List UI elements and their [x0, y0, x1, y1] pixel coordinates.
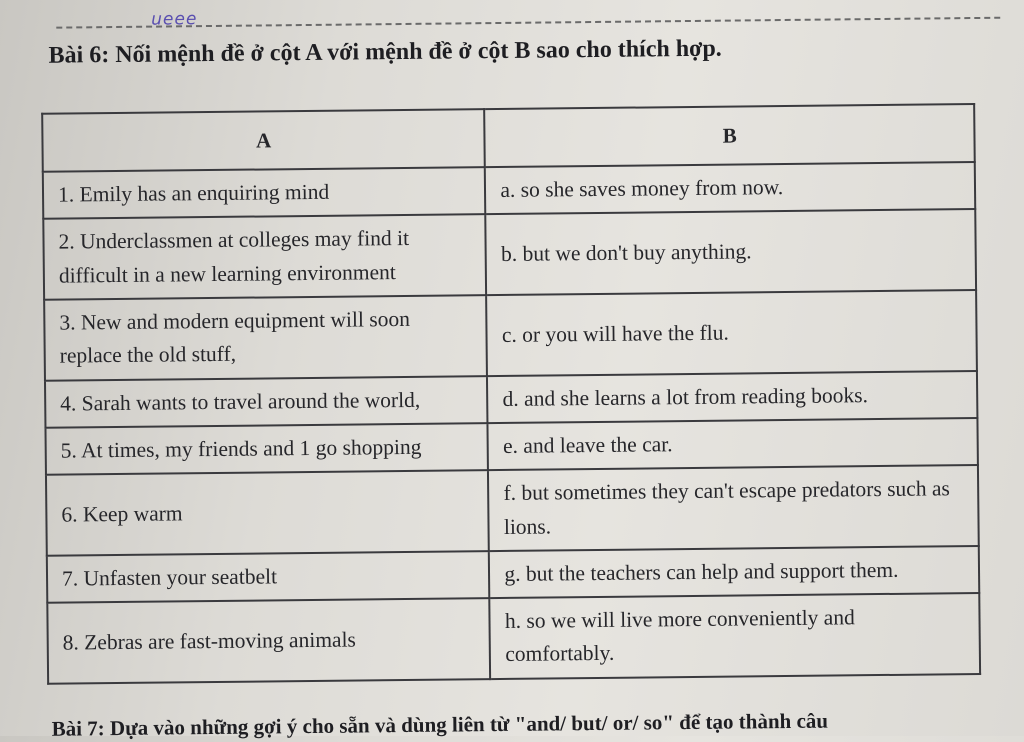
table-row	[43, 209, 976, 299]
clause-b-f: f. but sometimes they can't escape predators such as lions.	[488, 465, 978, 551]
table-header-row	[42, 104, 975, 172]
clause-a-6: 6. Keep warm	[46, 470, 489, 555]
clause-b-d: d. and she learns a lot from reading books.	[487, 371, 977, 423]
clause-a-4: 4. Sarah wants to travel around the world,	[45, 376, 488, 428]
table-row	[44, 290, 977, 380]
clause-b-c: c. or you will have the flu.	[486, 290, 976, 376]
table-row	[46, 465, 979, 555]
dashed-divider	[56, 17, 1000, 29]
clause-a-2: 2. Underclassmen at colleges may find it difficult in a new learning environment	[43, 214, 486, 299]
clause-a-3: 3. New and modern equipment will soon replace the old stuff,	[44, 295, 487, 380]
clause-a-5: 5. At times, my friends and 1 go shopping	[45, 423, 488, 475]
column-a-header: A	[42, 109, 485, 172]
clause-b-a: a. so she saves money from now.	[485, 162, 975, 214]
matching-table	[41, 103, 981, 684]
clause-a-1: 1. Emily has an enquiring mind	[43, 167, 486, 219]
table-row	[47, 593, 980, 683]
clause-a-7: 7. Unfasten your seatbelt	[47, 551, 490, 603]
column-b-header: B	[485, 104, 975, 167]
clause-b-b: b. but we don't buy anything.	[486, 209, 976, 295]
exercise-title: Bài 6: Nối mệnh đề ở cột A với mệnh đề ở cột B sao cho thích hợp.	[48, 35, 722, 69]
clause-a-8: 8. Zebras are fast-moving animals	[47, 598, 490, 683]
clause-b-e: e. and leave the car.	[488, 418, 978, 470]
next-exercise-title: Bài 7: Dựa vào những gợi ý cho sẵn và dùng liên từ "and/ but/ or/ so" để tạo thành câu	[51, 708, 829, 741]
clause-b-g: g. but the teachers can help and support them.	[489, 546, 979, 598]
clause-b-h: h. so we will live more conveniently and comfortably.	[490, 593, 980, 679]
handwritten-scribble: ueee	[151, 9, 198, 30]
